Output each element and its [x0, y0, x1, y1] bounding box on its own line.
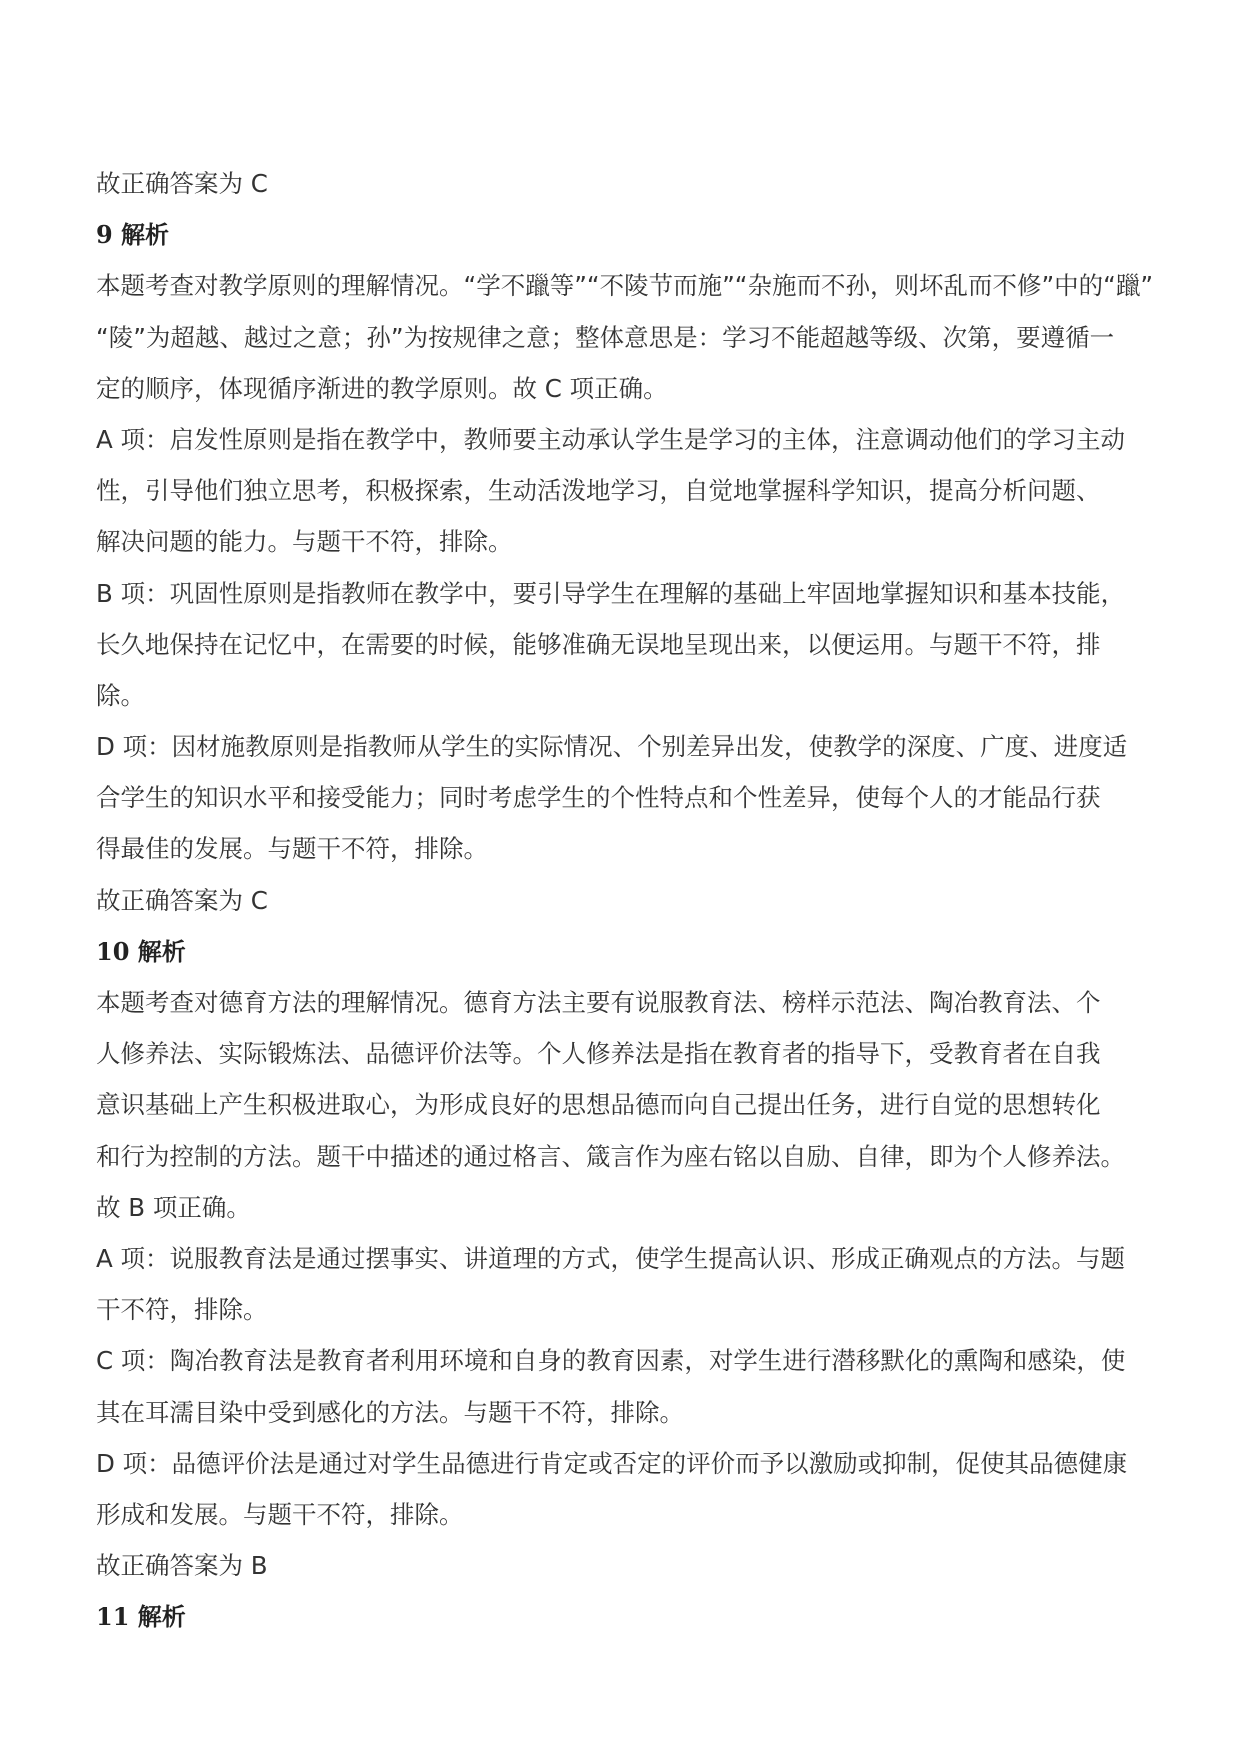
body-text-line: 本题考查对教学原则的理解情况。“学不躐等”“不陵节而施”“杂施而不孙，则坏乱而不修”中的“躐” — [96, 271, 1154, 301]
option-c-line: C 项：陶冶教育法是教育者利用环境和自身的教育因素，对学生进行潜移默化的熏陶和感染，使 — [96, 1346, 1126, 1376]
body-text-line: 性，引导他们独立思考，积极探索，生动活泼地学习，自觉地掌握科学知识，提高分析问题、 — [96, 476, 1101, 506]
body-text-line: 人修养法、实际锻炼法、品德评价法等。个人修养法是指在教育者的指导下，受教育者在自我 — [96, 1039, 1101, 1069]
option-d-line: D 项：因材施教原则是指教师从学生的实际情况、个别差异出发，使教学的深度、广度、进度适 — [96, 732, 1128, 762]
option-a-line: A 项：启发性原则是指在教学中，教师要主动承认学生是学习的主体，注意调动他们的学习主动 — [96, 424, 1126, 454]
answer-line: 故正确答案为 B — [96, 1551, 268, 1581]
option-d-line: D 项：品德评价法是通过对学生品德进行肯定或否定的评价而予以激励或抑制，促使其品德健康 — [96, 1448, 1128, 1478]
body-text-line: 合学生的知识水平和接受能力；同时考虑学生的个性特点和个性差异，使每个人的才能品行获 — [96, 783, 1101, 813]
section-heading-10: 10 解析 — [96, 936, 186, 966]
body-text-line: 和行为控制的方法。题干中描述的通过格言、箴言作为座右铭以自励、自律，即为个人修养法。 — [96, 1141, 1125, 1171]
option-b-line: B 项：巩固性原则是指教师在教学中，要引导学生在理解的基础上牢固地掌握知识和基本技能， — [96, 578, 1126, 608]
answer-line: 故正确答案为 C — [96, 169, 268, 198]
section-heading-9: 9 解析 — [96, 220, 170, 250]
body-text-line: “陵”为超越、越过之意；孙”为按规律之意；整体意思是：学习不能超越等级、次第，要遵循一 — [96, 322, 1115, 352]
answer-line: 故正确答案为 C — [96, 885, 268, 915]
body-text-line: 其在耳濡目染中受到感化的方法。与题干不符，排除。 — [96, 1397, 684, 1427]
body-text-line: 解决问题的能力。与题干不符，排除。 — [96, 527, 513, 557]
body-text-line: 意识基础上产生积极进取心，为形成良好的思想品德而向自己提出任务，进行自觉的思想转化 — [96, 1090, 1101, 1120]
body-text-line: 干不符，排除。 — [96, 1295, 268, 1325]
body-text-line: 故 B 项正确。 — [96, 1192, 251, 1222]
body-text-line: 定的顺序，体现循序渐进的教学原则。故 C 项正确。 — [96, 373, 668, 403]
body-text-line: 除。 — [96, 680, 145, 710]
body-text-line: 形成和发展。与题干不符，排除。 — [96, 1499, 464, 1529]
section-heading-11: 11 解析 — [96, 1602, 186, 1632]
document-page — [96, 158, 1156, 1642]
body-text-line: 本题考查对德育方法的理解情况。德育方法主要有说服教育法、榜样示范法、陶冶教育法、个 — [96, 988, 1101, 1017]
option-a-line: A 项：说服教育法是通过摆事实、讲道理的方式，使学生提高认识、形成正确观点的方法。与题 — [96, 1243, 1126, 1273]
body-text-line: 长久地保持在记忆中，在需要的时候，能够准确无误地呈现出来，以便运用。与题干不符，排 — [96, 629, 1101, 659]
body-text-line: 得最佳的发展。与题干不符，排除。 — [96, 834, 488, 864]
